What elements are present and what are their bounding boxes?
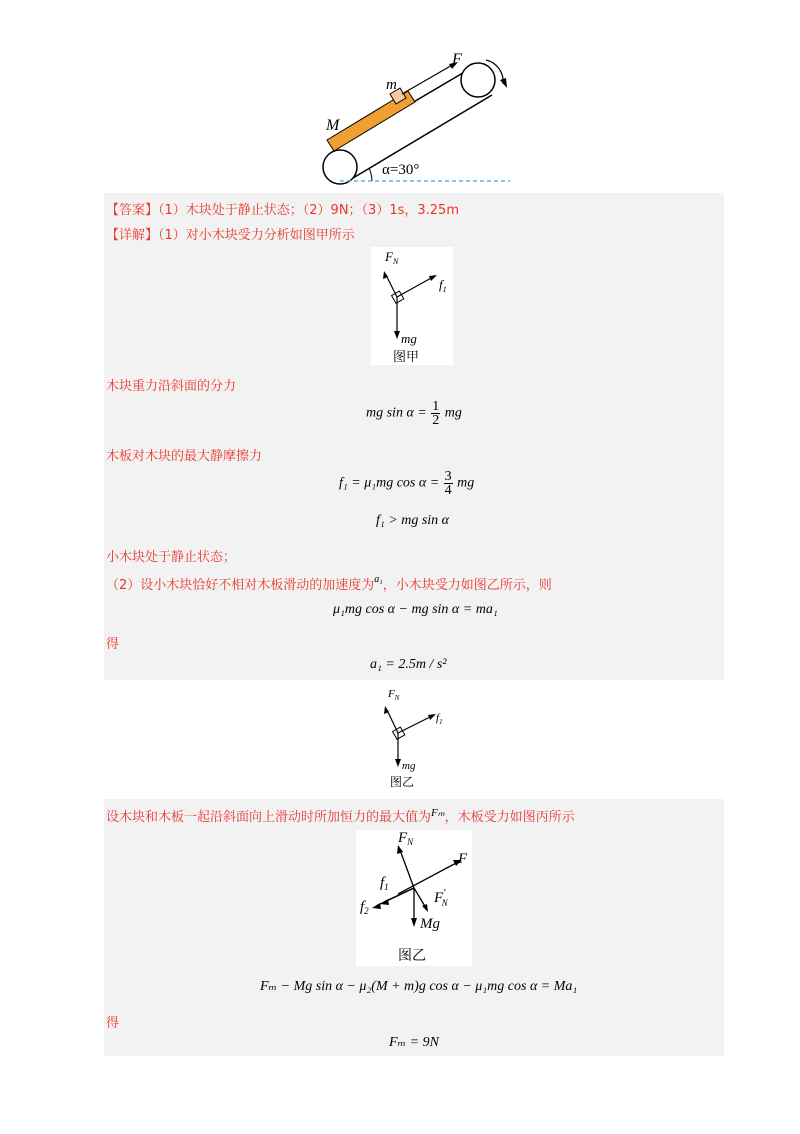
- text-de-2: 得: [106, 1016, 120, 1031]
- svg-text:FN: $F_N$: [385, 249, 399, 266]
- label-M: M: [326, 117, 340, 134]
- answer-line: [106, 199, 459, 218]
- svg-text:FN: $F_N$: [398, 830, 414, 847]
- equation-3: f₁ > mg sin α: [376, 513, 450, 528]
- equation-2: f₁ = μ₁mg cos α = $\frac{3}{4}$ mg: [339, 469, 475, 498]
- upper-pulley: [461, 63, 495, 97]
- svg-text:mg: mg: [401, 331, 417, 346]
- figure-yi: [372, 683, 452, 791]
- equation-6: Fₘ − Mg sin α − μ₂(M + m)g cos α − μ₁mg cos α = Ma₁: [260, 979, 578, 994]
- svg-text:F: F: [458, 851, 468, 867]
- figure-jia: [371, 247, 453, 365]
- incline-belt-figure: [310, 50, 520, 190]
- svg-text:FN: $F_N$: [388, 688, 400, 702]
- text-block-static: 小木块处于静止状态；: [106, 550, 237, 565]
- svg-text:mg: mg: [402, 760, 416, 772]
- answer-text: （1）木块处于静止状态；（2）9N；（3）1s，3.25m: [158, 203, 459, 218]
- svg-text:f1: $f_1$: [436, 712, 443, 726]
- text-part2: （2）设小木块恰好不相对木板滑动的加速度为$^{a_1}$，小木块受力如图乙所示，则: [106, 574, 552, 593]
- figure-bing-caption: 图乙: [398, 948, 426, 964]
- inline-Fm: Fₘ: [431, 807, 445, 819]
- lower-pulley: [323, 150, 357, 184]
- text-part2-board: 设木块和木板一起沿斜面向上滑动时所加恒力的最大值为$^{F_m}$，木板受力如图丙所示: [106, 807, 575, 825]
- figure-yi-caption: 图乙: [390, 775, 415, 789]
- detail-text: （1）对小木块受力分析如图甲所示: [158, 228, 355, 243]
- equation-4: μ₁mg cos α − mg sin α = ma₁: [333, 602, 498, 617]
- equation-7: Fₘ = 9N: [389, 1035, 439, 1050]
- label-angle: α=30°: [382, 162, 420, 178]
- detail-tag: 【详解】: [106, 228, 159, 243]
- equation-1: mg sin α = $\frac{1}{2}$ mg: [366, 399, 462, 428]
- figure-bing: [356, 830, 472, 966]
- svg-text:f1: $f_1$: [380, 875, 389, 892]
- svg-text:F′N: F′ N: [434, 887, 448, 908]
- equation-5: a₁ = 2.5m / s²: [370, 657, 447, 672]
- answer-tag: 【答案】: [106, 203, 159, 218]
- text-max-static-friction: 木板对木块的最大静摩擦力: [106, 449, 263, 464]
- inline-a1: a₁: [374, 574, 383, 585]
- figure-jia-caption: 图甲: [393, 350, 420, 365]
- label-m: m: [386, 77, 397, 93]
- svg-text:Mg: Mg: [420, 916, 440, 932]
- detail-line: [106, 224, 355, 243]
- label-F: F: [452, 51, 462, 68]
- svg-text:f1: $f_1$: [439, 277, 447, 294]
- text-gravity-component: 木块重力沿斜面的分力: [106, 379, 237, 394]
- svg-text:f2: $f_2$: [360, 899, 369, 916]
- text-de-1: 得: [106, 637, 120, 652]
